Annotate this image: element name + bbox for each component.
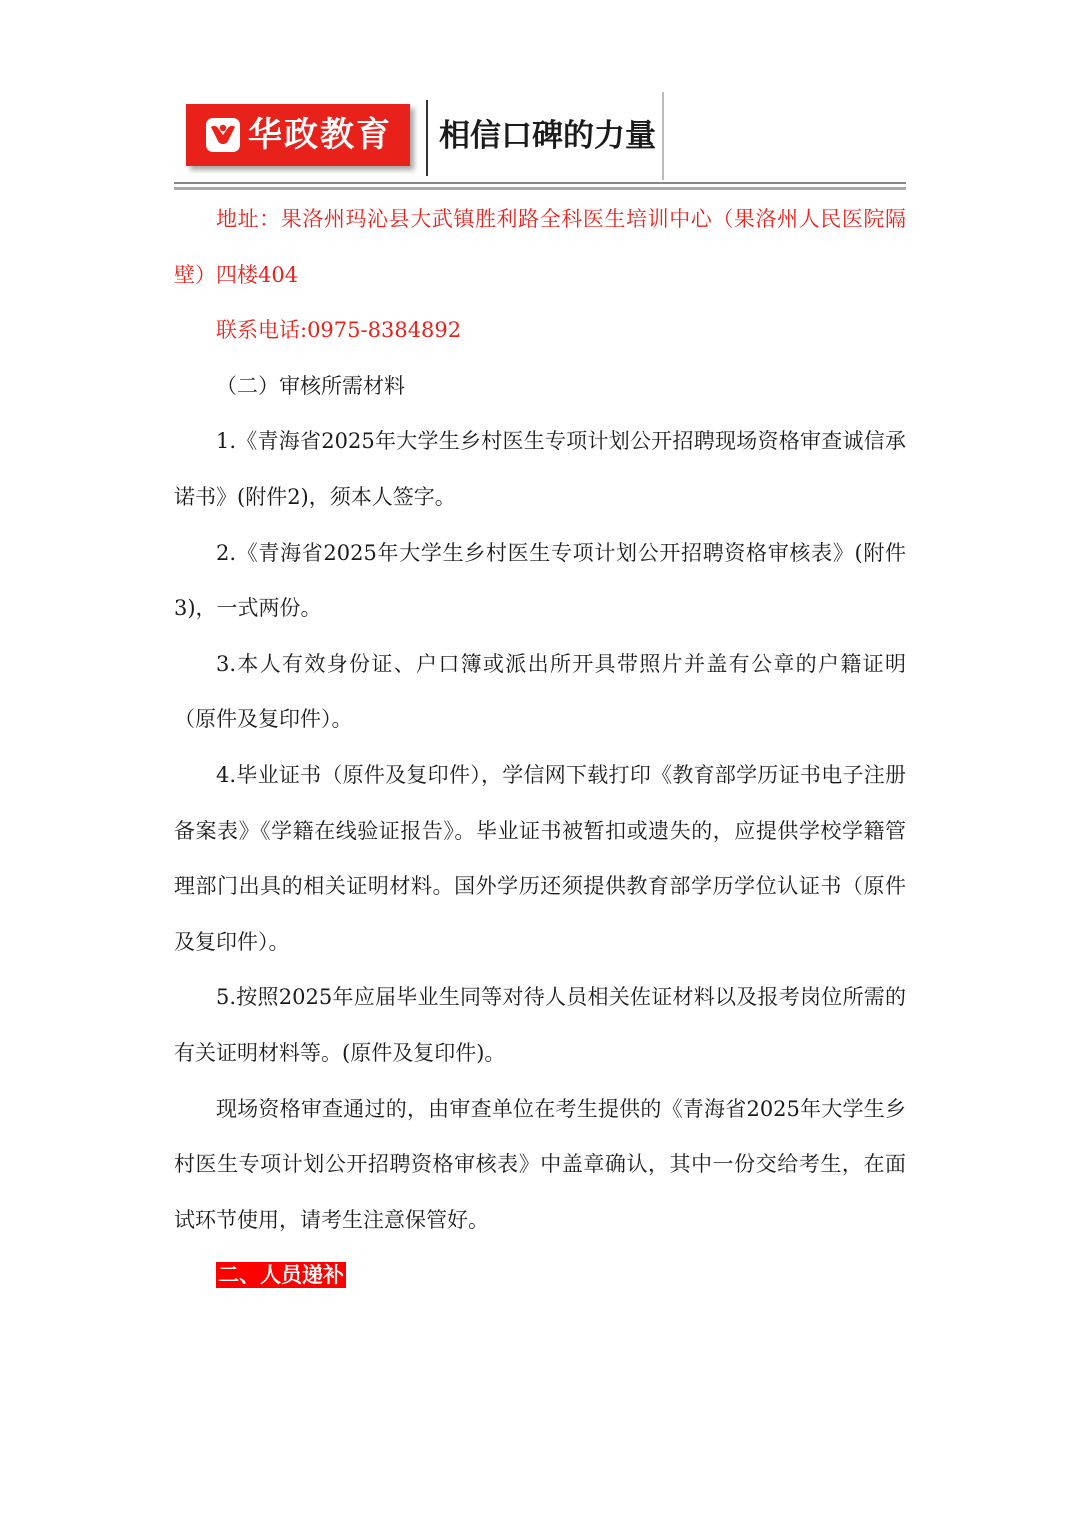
brand-logo-icon	[206, 118, 240, 152]
brand-name: 华政教育	[248, 115, 392, 155]
section-heading-wrapper	[174, 1248, 906, 1304]
header-edge-line	[662, 92, 664, 180]
materials-note: 现场资格审查通过的，由审查单位在考生提供的《青海省2025年大学生乡村医生专项计划公开招聘资格审核表》中盖章确认，其中一份交给考生，在面试环节使用，请考生注意保管好。	[174, 1096, 906, 1232]
brand-slogan: 相信口碑的力量	[439, 118, 656, 154]
personnel-replacement-heading: 二、人员递补	[218, 1263, 344, 1288]
materials-item-3: 3.本人有效身份证、户口簿或派出所开具带照片并盖有公章的户籍证明（原件及复印件）。	[174, 651, 906, 732]
materials-item-1: 1.《青海省2025年大学生乡村医生专项计划公开招聘现场资格审查诚信承诺书》(附件2)，须本人签字。	[174, 429, 906, 509]
materials-item-2: 2.《青海省2025年大学生乡村医生专项计划公开招聘资格审核表》(附件3)，一式两份。	[174, 540, 906, 621]
document-body	[174, 192, 906, 1304]
contact-address: 地址：果洛州玛沁县大武镇胜利路全科医生培训中心（果洛州人民医院隔壁）四楼404	[174, 207, 906, 287]
header-rule-thin	[174, 182, 906, 184]
letterhead	[174, 92, 906, 192]
materials-heading: （二）审核所需材料	[216, 373, 405, 398]
materials-item-5: 5.按照2025年应届毕业生同等对待人员相关佐证材料以及报考岗位所需的有关证明材料等。(原件及复印件)。	[174, 985, 906, 1065]
header-rule-thick	[174, 187, 906, 190]
materials-item-4: 4.毕业证书（原件及复印件），学信网下载打印《教育部学历证书电子注册备案表》《学籍在线验证报告》。毕业证书被暂扣或遗失的，应提供学校学籍管理部门出具的相关证明材料。国外学历还须提供教育部学历学位认证书（原件及复印件）。	[174, 762, 906, 954]
header-divider	[426, 100, 428, 176]
contact-phone: 联系电话:0975-8384892	[216, 318, 462, 343]
brand-banner	[186, 104, 410, 166]
